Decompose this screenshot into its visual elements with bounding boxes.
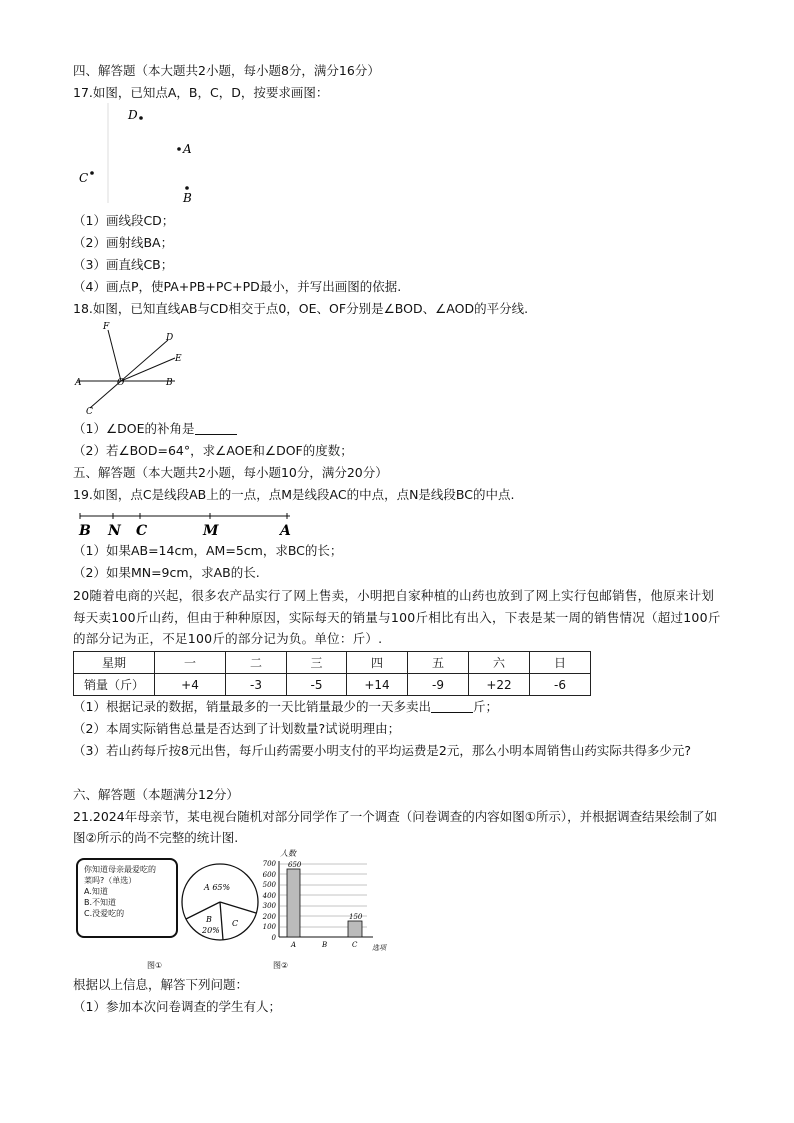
- table-cell: 三: [287, 652, 347, 674]
- pie-label-b-pct: 20%: [202, 926, 220, 935]
- q20-item-2: （2）本周实际销售总量是否达到了计划数量?试说明理由；: [73, 721, 401, 736]
- table-cell: -6: [530, 674, 591, 696]
- table-cell: 六: [469, 652, 530, 674]
- q17-item-3: （3）画直线CB；: [73, 257, 174, 272]
- section-5-title: 五、解答题（本大题共2小题，每小题10分，满分20分）: [73, 465, 388, 480]
- q17-figure: [75, 103, 195, 208]
- table-cell: -3: [226, 674, 287, 696]
- q19-item-2: （2）如果MN=9cm，求AB的长.: [73, 565, 260, 580]
- bar-value-a: 650: [288, 861, 302, 869]
- y-tick: 0: [271, 934, 276, 942]
- table-cell: 五: [408, 652, 469, 674]
- point-b-label: B: [183, 191, 192, 205]
- q18-item-2: （2）若∠BOD=64°，求∠AOE和∠DOF的度数；: [73, 443, 353, 458]
- table-cell: -9: [408, 674, 469, 696]
- q19-stem: 19.如图，点C是线段AB上的一点，点M是线段AC的中点，点N是线段BC的中点.: [73, 487, 515, 502]
- card-line: B.不知道: [84, 898, 117, 907]
- label-b: B: [166, 378, 173, 388]
- q18-figure: [72, 318, 192, 418]
- fig1-caption: 图①: [147, 961, 163, 970]
- point-a: [177, 147, 181, 151]
- label-f: F: [103, 322, 110, 332]
- point-c: [90, 171, 94, 175]
- label-c: C: [86, 407, 93, 417]
- point-c-label: C: [79, 171, 89, 185]
- q17-item-4: （4）画点P，使PA+PB+PC+PD最小，并写出画图的依据.: [73, 279, 402, 294]
- pie-label-b: B: [206, 915, 212, 924]
- pie-label-c: C: [232, 919, 239, 928]
- label-a: A: [75, 378, 82, 388]
- label-o: O: [117, 378, 125, 388]
- q21-stem: 21.2024年母亲节，某电视台随机对部分同学作了一个调查（问卷调查的内容如图①所示），并根据调查结果绘制了如图②所示的尚不完整的统计图.: [73, 809, 718, 845]
- x-tick: B: [322, 941, 328, 949]
- table-header-row: [74, 652, 591, 674]
- table-cell: +4: [155, 674, 226, 696]
- table-cell: 二: [226, 652, 287, 674]
- point-d-label: D: [128, 108, 138, 122]
- y-tick: 200: [262, 913, 276, 921]
- q20-item-3: （3）若山药每斤按8元出售，每斤山药需要小明支付的平均运费是2元，那么小明本周销售山药实际共得多少元?: [73, 743, 691, 758]
- q17-item-1: （1）画线段CD；: [73, 213, 175, 228]
- card-line: A.知道: [84, 887, 108, 896]
- section-6-title: 六、解答题（本题满分12分）: [73, 787, 239, 802]
- q21-item-1: （1）参加本次问卷调查的学生有人；: [73, 999, 281, 1014]
- q18-stem: 18.如图，已知直线AB与CD相交于点0，OE、OF分别是∠BOD、∠AOD的平分线.: [73, 301, 529, 316]
- label-d: D: [166, 333, 174, 343]
- bar-c: [348, 921, 362, 937]
- y-axis-label: 人数: [280, 849, 296, 858]
- y-tick: 600: [262, 871, 276, 879]
- q21-after-text: 根据以上信息，解答下列问题：: [73, 977, 249, 992]
- q17-stem: 17.如图，已知点A，B，C，D，按要求画图：: [73, 85, 329, 100]
- table-cell: +22: [469, 674, 530, 696]
- point-a-label: A: [183, 142, 192, 156]
- sales-table: [73, 651, 591, 696]
- table-cell: 日: [530, 652, 591, 674]
- questionnaire-card: [76, 858, 178, 938]
- label-e: E: [175, 354, 182, 364]
- bar-chart: [255, 847, 395, 957]
- answer-blank: [431, 700, 473, 713]
- x-tick: C: [352, 941, 358, 949]
- table-cell: 四: [347, 652, 408, 674]
- card-line: 菜吗?（单选）: [84, 876, 137, 885]
- q19-item-1: （1）如果AB=14cm，AM=5cm，求BC的长；: [73, 543, 343, 558]
- table-cell: 销量（斤）: [74, 674, 155, 696]
- y-tick: 500: [262, 881, 276, 889]
- seg-label-b: B: [79, 523, 91, 539]
- y-tick: 400: [262, 892, 276, 900]
- q20-stem: 20随着电商的兴起，很多农产品实行了网上售卖，小明把自家种植的山药也放到了网上实行包邮销售，他原来计划每天卖100斤山药，但由于种种原因，实际每天的销量与100斤相比有出入，下表是某一周的销售情况（超过100斤的部分记为正，不足100斤的部分记为负。单位：斤）.: [73, 588, 721, 646]
- card-line: 你知道母亲最爱吃的: [84, 865, 156, 874]
- card-line: C.没爱吃的: [84, 909, 125, 918]
- seg-label-c: C: [136, 523, 148, 539]
- x-axis-label: 选项: [372, 944, 386, 952]
- seg-label-m: M: [203, 523, 219, 539]
- bar-a: [287, 869, 300, 937]
- q19-figure: [75, 510, 300, 540]
- fig2-caption: 图②: [273, 961, 289, 970]
- point-d: [139, 116, 143, 120]
- table-row: [74, 674, 591, 696]
- q20-item-1: （1）根据记录的数据，销量最多的一天比销量最少的一天多卖出 斤；: [73, 699, 498, 714]
- table-cell: 星期: [74, 652, 155, 674]
- y-tick: 100: [262, 923, 276, 931]
- section-4-title: 四、解答题（本大题共2小题，每小题8分，满分16分）: [73, 63, 380, 78]
- table-cell: 一: [155, 652, 226, 674]
- seg-label-a: A: [280, 523, 291, 539]
- q17-item-2: （2）画射线BA；: [73, 235, 174, 250]
- seg-label-n: N: [108, 523, 121, 539]
- point-b: [185, 186, 189, 190]
- q18-item-1: （1）∠DOE的补角是: [73, 421, 237, 437]
- pie-label-a: A 65%: [204, 883, 231, 892]
- table-cell: -5: [287, 674, 347, 696]
- y-tick: 300: [262, 902, 276, 910]
- table-cell: +14: [347, 674, 408, 696]
- bar-value-c: 150: [349, 913, 363, 921]
- y-tick: 700: [262, 860, 276, 868]
- answer-blank: [195, 422, 237, 435]
- x-tick: A: [291, 941, 297, 949]
